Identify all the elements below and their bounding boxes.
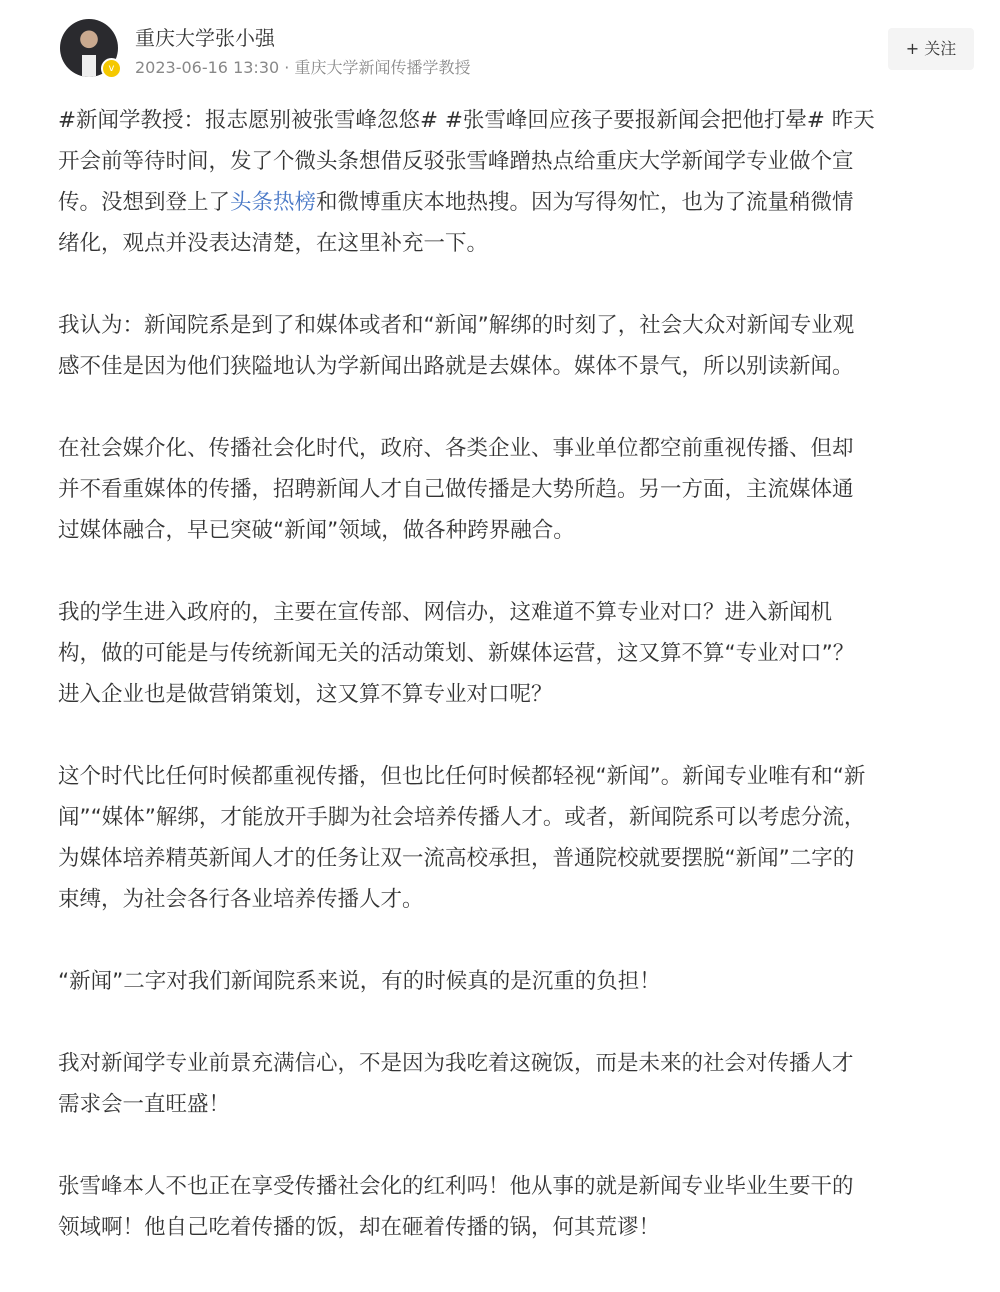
paragraph (58, 428, 968, 551)
paragraph (58, 1166, 968, 1248)
text-segment: 和微博重庆本地热搜。因为写得匆忙，也为了流量稍微情 (316, 190, 854, 215)
text-line: 张雪峰本人不也正在享受传播社会化的红利吗！他从事的就是新闻专业毕业生要干的 (58, 1174, 854, 1199)
text-segment: 传。没想到登上了 (58, 190, 231, 215)
text-line: 进入企业也是做营销策划，这又算不算专业对口呢？ (58, 682, 553, 707)
hot-list-link[interactable]: 头条热榜 (230, 190, 317, 215)
paragraph (58, 305, 968, 387)
text-line: 束缚，为社会各行各业培养传播人才。 (58, 887, 424, 912)
text-line: 在社会媒介化、传播社会化时代，政府、各类企业、事业单位都空前重视传播、但却 (58, 436, 854, 461)
text-line (58, 182, 968, 223)
paragraph (58, 1043, 968, 1125)
text-line: 感不佳是因为他们狭隘地认为学新闻出路就是去媒体。媒体不景气，所以别读新闻。 (58, 354, 854, 379)
paragraph (58, 756, 968, 920)
author-name[interactable]: 重庆大学张小强 (135, 26, 275, 50)
timestamp[interactable]: 2023-06-16 13:30 (135, 58, 280, 77)
text-line: 为媒体培养精英新闻人才的任务让双一流高校承担，普通院校就要摆脱“新闻”二字的 (58, 846, 855, 871)
post-content (58, 100, 968, 1289)
text-line: 领域啊！他自己吃着传播的饭，却在砸着传播的锅，何其荒谬！ (58, 1215, 661, 1240)
paragraph (58, 100, 968, 264)
verified-icon: v (101, 58, 122, 79)
post-meta (135, 55, 470, 78)
text-line: 并不看重媒体的传播，招聘新闻人才自己做传播是大势所趋。另一方面，主流媒体通 (58, 477, 854, 502)
text-line: 闻”“媒体”解绑，才能放开手脚为社会培养传播人才。或者，新闻院系可以考虑分流， (58, 805, 866, 830)
text-line: #新闻学教授：报志愿别被张雪峰忽悠# #张雪峰回应孩子要报新闻会把他打晕# 昨天 (58, 108, 875, 133)
text-line: 过媒体融合，早已突破“新闻”领域，做各种跨界融合。 (58, 518, 575, 543)
text-line: “新闻”二字对我们新闻院系来说，有的时候真的是沉重的负担！ (58, 969, 661, 994)
follow-button[interactable]: + 关注 (888, 28, 974, 70)
text-line: 这个时代比任何时候都重视传播，但也比任何时候都轻视“新闻”。新闻专业唯有和“新 (58, 764, 866, 789)
text-line: 构，做的可能是与传统新闻无关的活动策划、新媒体运营，这又算不算“专业对口”？ (58, 641, 855, 666)
text-line: 需求会一直旺盛！ (58, 1092, 231, 1117)
paragraph (58, 961, 968, 1002)
text-line: 我对新闻学专业前景充满信心，不是因为我吃着这碗饭，而是未来的社会对传播人才 (58, 1051, 854, 1076)
text-line: 我的学生进入政府的，主要在宣传部、网信办，这难道不算专业对口？进入新闻机 (58, 600, 833, 625)
text-line: 开会前等待时间，发了个微头条想借反驳张雪峰蹭热点给重庆大学新闻学专业做个宣 (58, 149, 854, 174)
author-title: 重庆大学新闻传播学教授 (294, 58, 471, 77)
paragraph (58, 592, 968, 715)
text-line: 我认为：新闻院系是到了和媒体或者和“新闻”解绑的时刻了，社会大众对新闻专业观 (58, 313, 855, 338)
text-line: 绪化，观点并没表达清楚，在这里补充一下。 (58, 231, 489, 256)
separator: · (279, 58, 295, 77)
